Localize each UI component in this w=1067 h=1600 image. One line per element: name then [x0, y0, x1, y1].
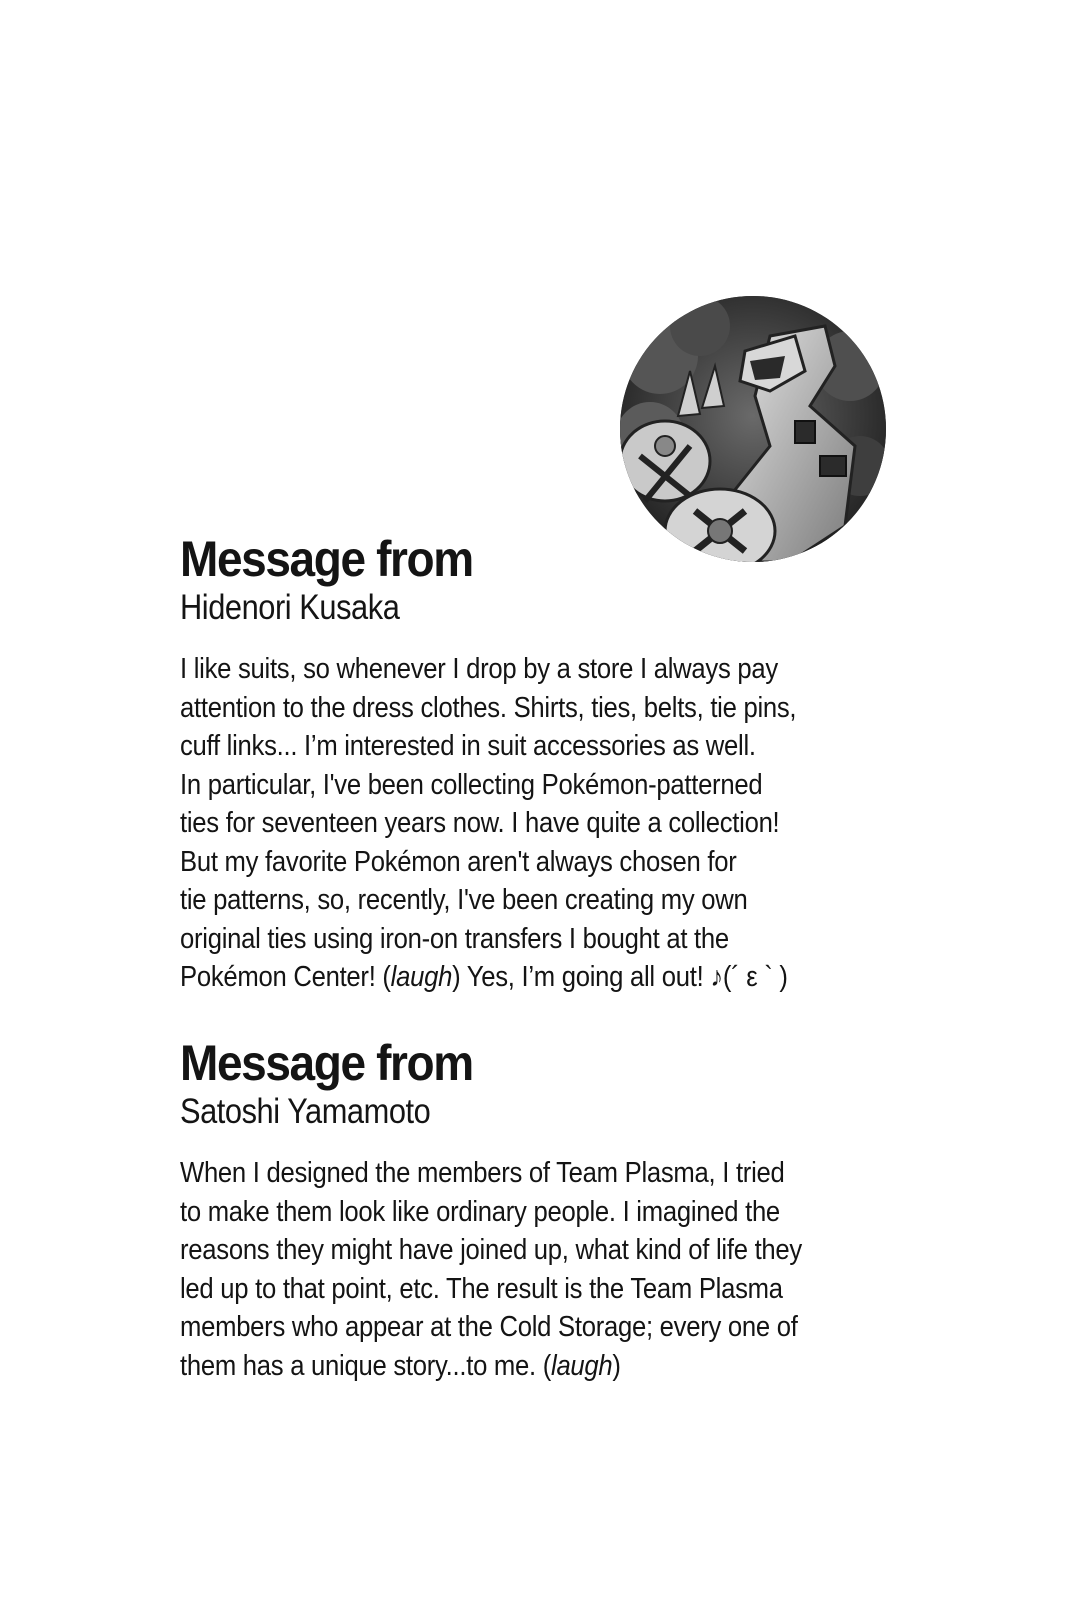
italic-laugh: laugh [390, 961, 453, 993]
italic-laugh: laugh [551, 1349, 613, 1382]
message-author: Satoshi Yamamoto [180, 1092, 431, 1131]
message-section-kusaka [180, 530, 900, 997]
message-line: attention to the dress clothes. Shirts, ties, belts, tie pins, [180, 691, 797, 724]
message-body [180, 1154, 900, 1385]
message-line: original ties using iron-on transfers I bought at the [180, 922, 729, 955]
message-line: to make them look like ordinary people. I imagined the [180, 1195, 780, 1228]
message-line: led up to that point, etc. The result is the Team Plasma [180, 1272, 783, 1305]
message-body [180, 650, 900, 997]
text-segment: Pokémon Center! ( [180, 961, 391, 993]
text-segment: them has a unique story...to me. ( [180, 1349, 552, 1382]
message-line: When I designed the members of Team Plasma, I tried [180, 1157, 785, 1189]
message-section-yamamoto [180, 1034, 900, 1385]
message-line: In particular, I've been collecting Pokémon-patterned [180, 768, 763, 801]
pokemon-illustration-art [620, 296, 886, 562]
message-heading: Message from [180, 1035, 473, 1091]
message-line: ties for seventeen years now. I have quite a collection! [180, 807, 780, 839]
message-line: members who appear at the Cold Storage; every one of [180, 1311, 798, 1343]
message-line: cuff links... I’m interested in suit accessories as well. [180, 730, 756, 762]
pokemon-illustration-icon [620, 296, 886, 562]
message-line [180, 1347, 828, 1386]
message-line: But my favorite Pokémon aren't always chosen for [180, 845, 737, 878]
message-heading: Message from [180, 531, 473, 587]
message-line [180, 958, 828, 997]
message-line: reasons they might have joined up, what kind of life they [180, 1234, 802, 1266]
message-author: Hidenori Kusaka [180, 588, 400, 627]
message-line: I like suits, so whenever I drop by a store I always pay [180, 653, 778, 685]
text-segment: ) Yes, I’m going all out! ♪(´ ε ` ) [452, 961, 788, 993]
text-segment: ) [612, 1349, 621, 1382]
message-line: tie patterns, so, recently, I've been creating my own [180, 884, 748, 916]
